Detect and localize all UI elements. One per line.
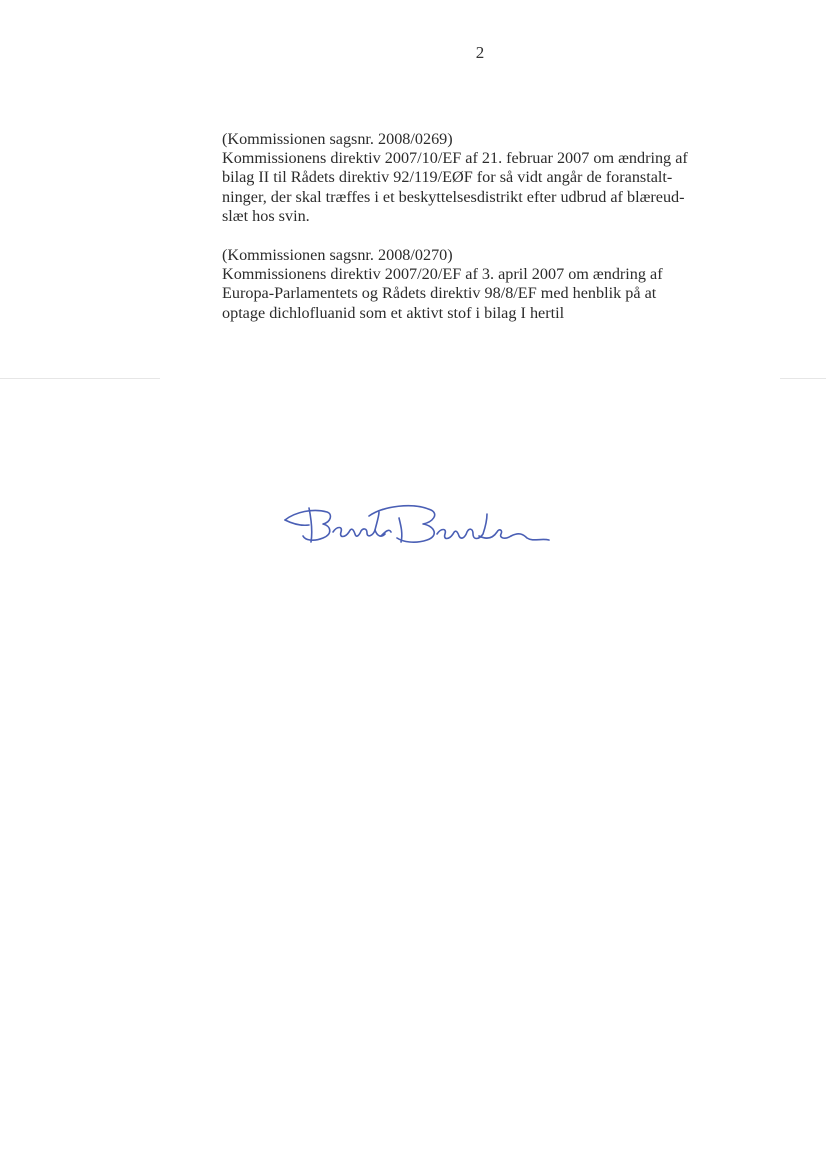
case-entry-1 <box>222 130 752 226</box>
description-line: Kommissionens direktiv 2007/10/EF af 21. februar 2007 om ændring af <box>222 149 688 168</box>
scan-artifact <box>780 378 826 379</box>
description-line: optage dichlofluanid som et aktivt stof i bilag I hertil <box>222 303 565 322</box>
description-line: bilag II til Rådets direktiv 92/119/EØF for så vidt angår de foranstalt- <box>222 168 673 187</box>
page-number: 2 <box>475 43 485 62</box>
description-line: Europa-Parlamentets og Rådets direktiv 98/8/EF med henblik på at <box>222 284 657 303</box>
scan-artifact <box>0 378 160 379</box>
description-line: slæt hos svin. <box>222 206 310 225</box>
description-line: ninger, der skal træffes i et beskyttelsesdistrikt efter udbrud af blæreud- <box>222 187 685 206</box>
case-number: (Kommissionen sagsnr. 2008/0269) <box>222 130 453 148</box>
document-body <box>222 130 752 343</box>
case-entry-2 <box>222 246 752 323</box>
description-line: Kommissionens direktiv 2007/20/EF af 3. april 2007 om ændring af <box>222 265 663 284</box>
handwritten-signature <box>283 498 553 558</box>
case-number: (Kommissionen sagsnr. 2008/0270) <box>222 246 453 265</box>
